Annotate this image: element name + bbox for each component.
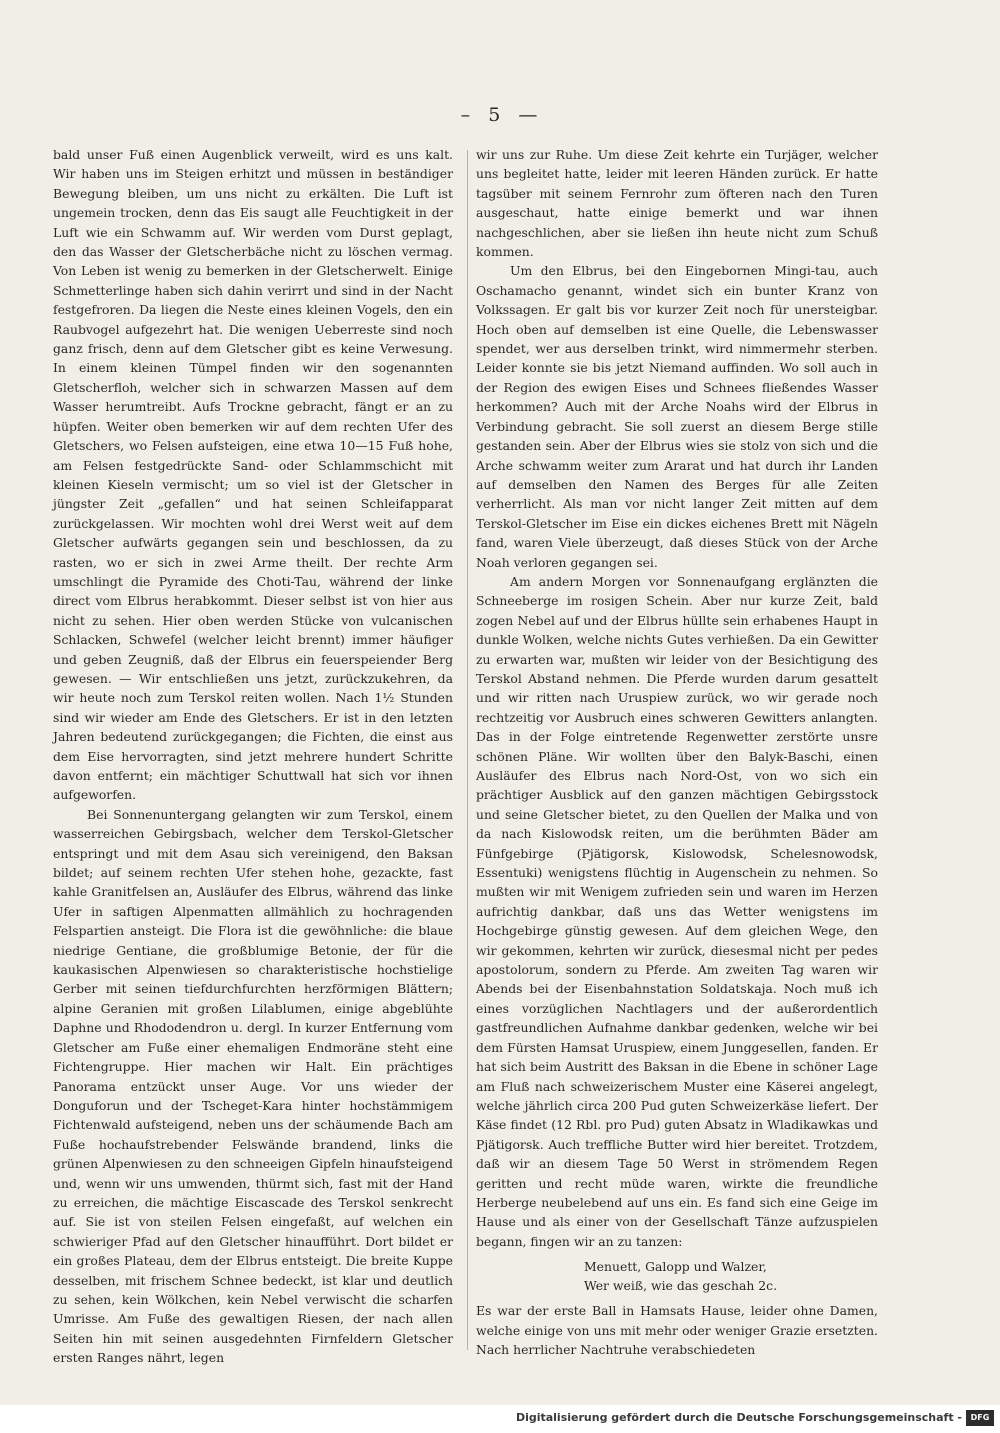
right-paragraph-2: Um den Elbrus, bei den Eingebornen Mingi-tau, auch Oschamacho genannt, windet sich ein bunter Kranz von Volkssagen. Er galt bis vor kurzer Zeit noch für unersteigbar. Hoch oben auf demselben ist eine Quelle, die Lebenswasser spendet, wer aus derselben trinkt, wird nimmermehr sterben. Leider konnte sie bis jetzt Niemand auffinden. Wo soll auch in der Region des ewigen Eises und Schnees fließendes Wasser herkommen? Auch mit der Arche Noahs wird der Elbrus in Verbindung gebracht. Sie soll zuerst an diesem Berge stille gestanden sein. Aber der Elbrus wies sie stolz von sich und die Arche schwamm weiter zum Ararat und hat durch ihr Landen auf demselben den Namen des Berges für alle Zeiten verherrlicht. Als man vor nicht langer Zeit mitten auf dem Terskol-Gletscher im Eise ein dickes eichenes Brett mit Nägeln fand, waren Viele überzeugt, daß dieses Stück von der Arche Noah verloren gegangen sei. bbox=[476, 263, 878, 570]
dfg-logo-icon: DFG bbox=[966, 1410, 994, 1426]
page-number-dash-right: — bbox=[502, 104, 540, 126]
page-number-dash-left: – bbox=[460, 104, 489, 126]
right-column bbox=[476, 145, 878, 1359]
column-divider bbox=[467, 150, 468, 1350]
verse-quote bbox=[584, 1257, 878, 1295]
footer-credit: Digitalisierung gefördert durch die Deutsche Forschungsgemeinschaft - bbox=[515, 1411, 962, 1424]
page-number bbox=[0, 104, 1000, 126]
verse-line-1: Menuett, Galopp und Walzer, bbox=[584, 1259, 767, 1275]
left-paragraph-1: bald unser Fuß einen Augenblick verweilt, wird es uns kalt. Wir haben uns im Steigen erhitzt und müssen in beständiger Bewegung bleiben, um uns nicht zu erkälten. Die Luft ist ungemein trocken, denn das Eis saugt alle Feuchtigkeit in der Luft wie ein Schwamm auf. Wir werden vom Durst geplagt, den das Wasser der Gletscherbäche nicht zu löschen vermag. Von Leben ist wenig zu bemerken in der Gletscherwelt. Einige Schmetterlinge haben sich dahin verirrt und sind in der Nacht festgefroren. Da liegen die Neste eines kleinen Vogels, den ein Raubvogel aufgezehrt hat. Die wenigen Ueberreste sind noch ganz frisch, denn auf dem Gletscher gibt es keine Verwesung. In einem kleinen Tümpel finden wir den sogenannten Gletscherfloh, welcher sich in schwarzen Massen auf dem Wasser herumtreibt. Aufs Trockne gebracht, fängt er an zu hüpfen. Weiter oben bemerken wir auf dem rechten Ufer des Gletschers, wo Felsen aufsteigen, eine etwa 10—15 Fuß hohe, am Felsen festgedrückte Sand- oder Schlammschicht mit kleinen Kieseln vermischt; um so viel ist der Gletscher in jüngster Zeit „gefallen“ und hat seinen Schleifapparat zurückgelassen. Wir mochten wohl drei Werst weit auf dem Gletscher aufwärts gegangen sein und beschlossen, da zu rasten, wo er sich in zwei Arme theilt. Der rechte Arm umschlingt die Pyramide des Choti-Tau, während der linke direct vom Elbrus herabkommt. Dieser selbst ist von hier aus nicht zu sehen. Hier oben werden Stücke von vulcanischen Schlacken, Schwefel (welcher leicht brennt) immer häufiger und geben Zeugniß, daß der Elbrus ein feuerspeiender Berg gewesen. — Wir entschließen uns jetzt, zurückzukehren, da wir heute noch zum Terskol reiten wollen. Nach 1½ Stunden sind wir wieder am Ende des Gletschers. Er ist in den letzten Jahren bedeutend zurückgegangen; die Fichten, die einst aus dem Eise hervorragten, sind jetzt mehrere hundert Schritte davon entfernt; ein mächtiger Schuttwall hat sich vor ihnen aufgeworfen. bbox=[53, 147, 453, 803]
right-paragraph-3: Am andern Morgen vor Sonnenaufgang erglänzten die Schneeberge im rosigen Schein. Aber nur kurze Zeit, bald zogen Nebel auf und der Elbrus hüllte sein erhabenes Haupt in dunkle Wolken, welche nichts Gutes verhießen. Da ein Gewitter zu erwarten war, mußten wir leider von der Besichtigung des Terskol Abstand nehmen. Die Pferde wurden darum gesattelt und wir ritten nach Uruspiew zurück, wo wir gerade noch rechtzeitig vor Ausbruch eines schweren Gewitters anlangten. Das in der Folge eintretende Regenwetter zerstörte unsre schönen Pläne. Wir wollten über den Balyk-Baschi, einen Ausläufer des Elbrus nach Nord-Ost, von wo sich ein prächtiger Ausblick auf den ganzen mächtigen Gebirgsstock und seine Gletscher bietet, zu den Quellen der Malka und von da nach Kislowodsk reiten, um die berühmten Bäder am Fünfgebirge (Pjätigorsk, Kislowodsk, Schelesnowodsk, Essentuki) wenigstens flüchtig in Augenschein zu nehmen. So mußten wir mit Wenigem zufrieden sein und waren im Herzen aufrichtig dankbar, daß uns das Wetter wenigstens im Hochgebirge günstig gewesen. Auf dem gleichen Wege, den wir gekommen, kehrten wir zurück, diesesmal nicht per pedes apostolorum, sondern zu Pferde. Am zweiten Tag waren wir Abends bei der Eisenbahnstation Soldatskaja. Noch muß ich eines vorzüglichen Nachtlagers und der außerordentlich gastfreundlichen Aufnahme dankbar gedenken, welche wir bei dem Fürsten Hamsat Uruspiew, einem Junggesellen, fanden. Er hat sich beim Austritt des Baksan in die Ebene in schöner Lage am Fluß nach schweizerischem Muster eine Käserei angelegt, welche jährlich circa 200 Pud guten Schweizerkäse liefert. Der Käse findet (12 Rbl. pro Pud) guten Absatz in Wladikawkas und Pjätigorsk. Auch treffliche Butter wird hier bereitet. Trotzdem, daß wir an diesem Tage 50 Werst in strömendem Regen geritten und recht müde waren, wirkte die freundliche Herberge neubelebend auf uns ein. Es fand sich eine Geige im Hause und als einer von der Gesellschaft Tänze aufzuspielen begann, fingen wir an zu tanzen: bbox=[476, 573, 878, 1249]
right-paragraph-1: wir uns zur Ruhe. Um diese Zeit kehrte ein Turjäger, welcher uns begleitet hatte, leider mit leeren Händen zurück. Er hatte tagsüber mit seinem Fernrohr zum öfteren nach den Turen ausgeschaut, hatte einige bemerkt und war ihnen nachgeschlichen, aber sie ließen ihn heute nicht zum Schuß kommen. bbox=[476, 147, 878, 260]
verse-line-2: Wer weiß, wie das geschah 2c. bbox=[584, 1278, 778, 1294]
right-paragraph-4: Es war der erste Ball in Hamsats Hause, leider ohne Damen, welche einige von uns mit mehr oder weniger Grazie ersetzten. Nach herrlicher Nachtruhe verabschiedeten bbox=[476, 1303, 878, 1357]
left-column bbox=[53, 145, 453, 1368]
left-paragraph-2: Bei Sonnenuntergang gelangten wir zum Terskol, einem wasserreichen Gebirgsbach, welcher dem Terskol-Gletscher entspringt und mit dem Asau sich vereinigend, den Baksan bildet; auf seinem rechten Ufer stehen hohe, gezackte, fast kahle Granitfelsen an, Ausläufer des Elbrus, während das linke Ufer in saftigen Alpenmatten allmählich zu hochragenden Felspartien ansteigt. Die Flora ist die gewöhnliche: die blaue niedrige Gentiane, die großblumige Betonie, der für die kaukasischen Alpenwiesen so charakteristische hochstielige Gerber mit seinen tiefdurchfurchten herzförmigen Blättern; alpine Geranien mit großen Lilablumen, einige abgeblühte Daphne und Rhododendron u. dergl. In kurzer Entfernung vom Gletscher am Fuße einer ehemaligen Endmoräne steht eine Fichtengruppe. Hier machen wir Halt. Ein prächtiges Panorama entzückt unser Auge. Vor uns wieder der Donguforun und der Tscheget-Kara hinter hochstämmigem Fichtenwald aufsteigend, neben uns der schäumende Bach am Fuße hochaufstrebender Felswände brandend, links die grünen Alpenwiesen zu den schneeigen Gipfeln hinaufsteigend und, wenn wir uns umwenden, thürmt sich, fast mit der Hand zu erreichen, die mächtige Eiscascade des Terskol senkrecht auf. Sie ist von steilen Felsen eingefaßt, auf welchen ein schwieriger Pfad auf den Gletscher hinaufführt. Dort bildet er ein großes Plateau, dem der Elbrus entsteigt. Die breite Kuppe desselben, mit frischem Schnee bedeckt, ist klar und deutlich zu sehen, kein Wölkchen, kein Nebel verwischt die scharfen Umrisse. Am Fuße des gewaltigen Riesen, der nach allen Seiten hin mit seinen ausgedehnten Firnfeldern Gletscher ersten Ranges nährt, legen bbox=[53, 806, 453, 1366]
footer-bar bbox=[0, 1405, 1000, 1433]
page-number-value: 5 bbox=[488, 104, 503, 126]
